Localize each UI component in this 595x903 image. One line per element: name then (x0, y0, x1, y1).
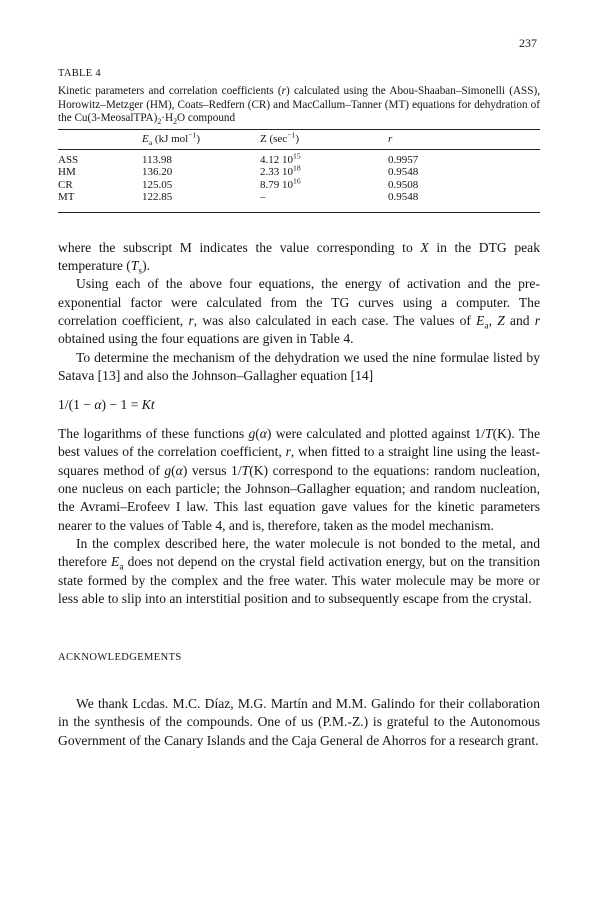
kinetic-parameters-table (58, 129, 540, 213)
cell-z: – (260, 191, 388, 212)
acknowledgements-heading: ACKNOWLEDGEMENTS (58, 652, 182, 664)
cell-r: 0.9508 (388, 178, 419, 191)
cell-ea: 122.85 (142, 191, 260, 212)
paragraph-logarithms: The logarithms of these functions g(α) were calculated and plotted against 1/T(K). The best values of the correlation coefficient, r, when fitted to a straight line using the least-squares method of g(α) versus 1/T(K) correspond to the equations: random nucleation, one nucleus on each particle; the Johnson–Gallagher equation; and random nucleation, the Avrami–Erofeev I law. This last equation gave values for the kinetic parameters nearer to the values of Table 4, and is, therefore, taken as the model mechanism. (58, 426, 541, 533)
paragraph-water-molecule: In the complex described here, the water molecule is not bonded to the metal, and therefore $E_a$ does not depend on the crystal field activation energy, but on the transition state formed by the complex and the free water. This water molecule may be more or less able to slip into an interstitial position and to subsequently escape from the crystal. (58, 535, 541, 606)
cell-r: 0.9957 (388, 153, 419, 166)
header-method (58, 129, 142, 149)
table-header-row (58, 129, 540, 149)
paragraph-methods: Using each of the above four equations, the energy of activation and the pre-exponential factor were calculated from the TG curves using a computer. The correlation coefficient, r, was also calculated in each case. The values of $E_a$, Z and r obtained using the four equations are given in Table 4. (58, 276, 541, 347)
paragraph-mechanism: To determine the mechanism of the dehydration we used the nine formulae listed by Satava [13] and also the Johnson–Gallagher equation [14] (58, 349, 540, 383)
cell-method: ASS (58, 153, 79, 166)
table-caption: Kinetic parameters and correlation coefficients (r) calculated using the Abou-Shaaban–Simonelli (ASS), Horowitz–Metzger (HM), Coats–Redfern (CR) and MacCallum–Tanner (MT) equations for dehydration of the $Cu(3-MeosalTPA)_2\cdot H_2O$ compound (58, 85, 540, 127)
cell-method: HM (58, 166, 76, 179)
header-ea: $E_a$ (kJ mol$^{-1}$) (142, 129, 260, 149)
cell-method: CR (58, 178, 73, 191)
cell-ea: 113.98 (142, 153, 172, 166)
cell-z: 2.33 $10^{18}$ (260, 163, 301, 179)
cell-r: 0.9548 (388, 166, 419, 179)
cell-z: 4.12 $10^{15}$ (260, 151, 301, 166)
johnson-gallagher-equation: 1/(1 − α) − 1 = Kt (58, 397, 155, 413)
cell-ea: 136.20 (142, 166, 173, 179)
page-number: 237 (519, 36, 537, 50)
cell-z: 8.79 $10^{16}$ (260, 176, 301, 191)
table-row (58, 179, 540, 192)
page-content (58, 68, 540, 750)
acknowledgements-text: We thank Lcdas. M.C. Díaz, M.G. Martín and M.M. Galindo for their collaboration in the synthesis of the compounds. One of us (P.M.-Z.) is grateful to the Autonomous Government of the Canary Islands and the Caja General de Ahorros for a research grant. (58, 696, 540, 748)
header-r: r (388, 129, 540, 149)
table-row (58, 191, 540, 212)
header-z: Z $(\sec^{-1})$ (260, 129, 388, 149)
paragraph-subscript-note: where the subscript M indicates the value corresponding to X in the DTG peak temperature $(T_s)$. (58, 239, 540, 277)
cell-method: MT (58, 191, 142, 212)
table-label: TABLE 4 (58, 68, 101, 79)
cell-r: 0.9548 (388, 191, 540, 212)
cell-ea: 125.05 (142, 178, 173, 191)
